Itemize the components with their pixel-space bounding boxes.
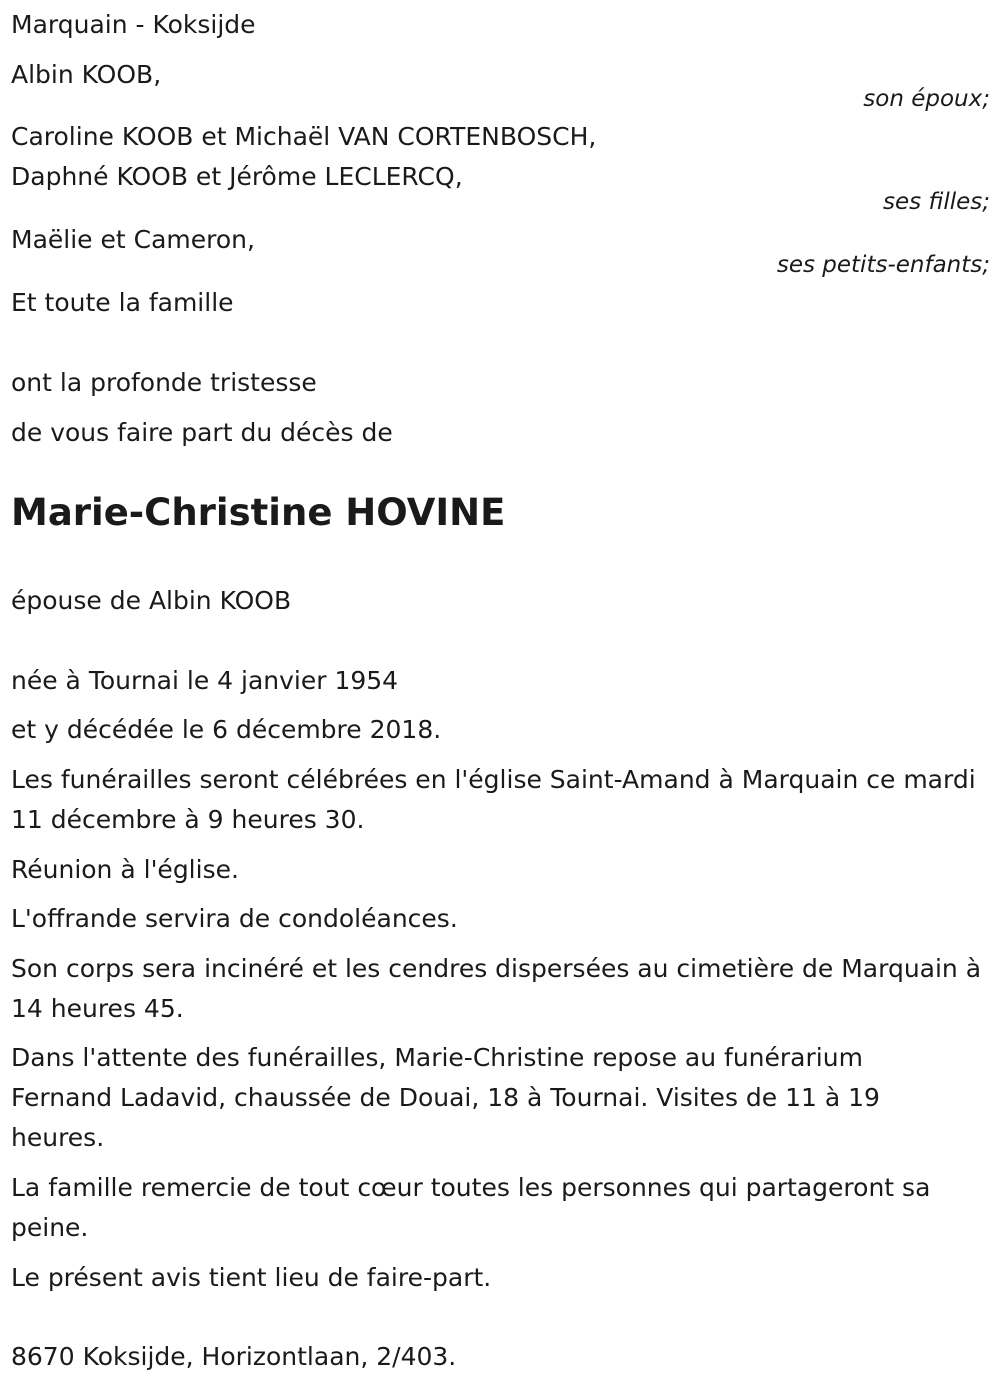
thanks-line: La famille remercie de tout cœur toutes les personnes qui partageront sa peine. <box>11 1173 931 1242</box>
spouse-role: son époux; <box>863 86 990 112</box>
daughters-role: ses filles; <box>883 189 990 215</box>
meeting-line: Réunion à l'église. <box>11 855 239 884</box>
grandchildren: Maëlie et Cameron, <box>11 225 255 254</box>
birth-line: née à Tournai le 4 janvier 1954 <box>11 666 399 695</box>
announcement-line-2: de vous faire part du décès de <box>11 418 393 447</box>
deceased-name: Marie-Christine HOVINE <box>11 491 506 534</box>
daughter-1: Caroline KOOB et Michaël VAN CORTENBOSCH, <box>11 122 597 151</box>
announcement-line-1: ont la profonde tristesse <box>11 368 317 397</box>
offering-line: L'offrande servira de condoléances. <box>11 904 458 933</box>
daughter-2: Daphné KOOB et Jérôme LECLERCQ, <box>11 162 463 191</box>
address-line: 8670 Koksijde, Horizontlaan, 2/403. <box>11 1342 457 1371</box>
grandchildren-role: ses petits-enfants; <box>776 252 990 278</box>
place-line: Marquain - Koksijde <box>11 10 256 39</box>
relation-line: épouse de Albin KOOB <box>11 586 292 615</box>
cremation-details: Son corps sera incinéré et les cendres dispersées au cimetière de Marquain à 14 heures 45. <box>11 954 982 1023</box>
funeral-details: Les funérailles seront célébrées en l'église Saint-Amand à Marquain ce mardi 11 décembre à 9 heures 30. <box>11 765 976 834</box>
death-line: et y décédée le 6 décembre 2018. <box>11 715 442 744</box>
funerarium-details: Dans l'attente des funérailles, Marie-Christine repose au funérarium Fernand Ladavid, chaussée de Douai, 18 à Tournai. Visites de 11 à 19 heures. <box>11 1043 880 1152</box>
spouse-name: Albin KOOB, <box>11 60 162 89</box>
rest-of-family: Et toute la famille <box>11 288 234 317</box>
notice-line: Le présent avis tient lieu de faire-part. <box>11 1263 492 1292</box>
